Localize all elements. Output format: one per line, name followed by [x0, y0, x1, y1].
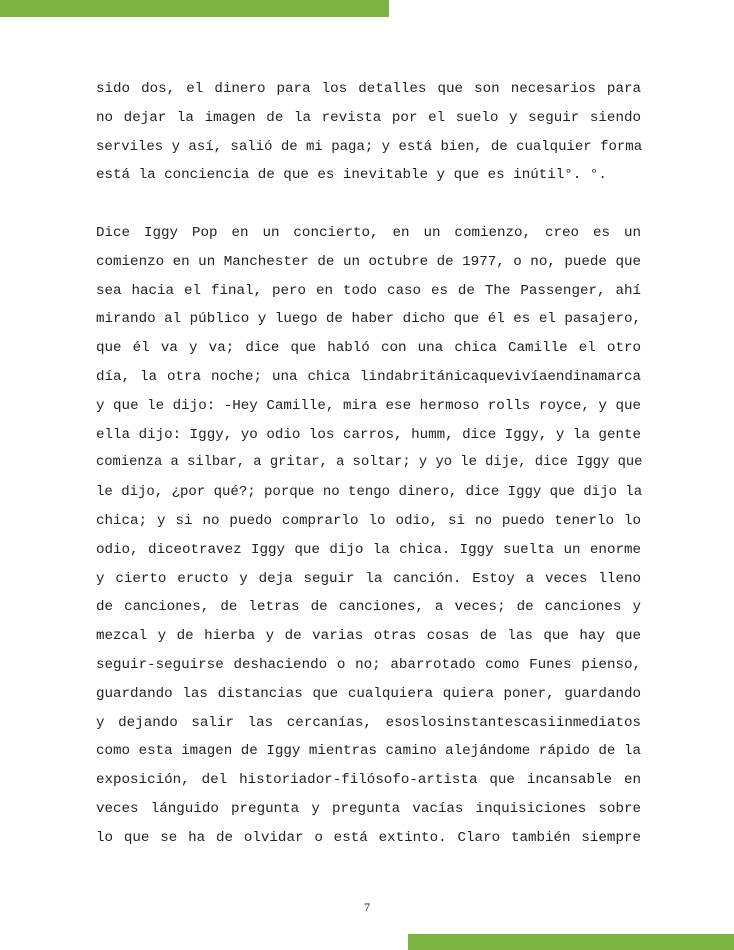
- text-line: chica; y si no puedo comprarlo lo odio, si no puedo tenerlo lo: [96, 512, 641, 529]
- page-number: 7: [364, 900, 370, 914]
- text-line: le dijo, ¿por qué?; porque no tengo dinero, dice Iggy que dijo la: [96, 484, 643, 501]
- text-line: comienzo en un Manchester de un octubre de 1977, o no, puede que: [96, 253, 641, 270]
- text-line: seguir-seguirse deshaciendo o no; abarrotado como Funes pienso,: [96, 656, 641, 673]
- text-line: y cierto eructo y deja seguir la canción. Estoy a veces lleno: [96, 570, 641, 587]
- text-line: lo que se ha de olvidar o está extinto. Claro también siempre: [96, 829, 641, 846]
- text-line: odio, diceotravez Iggy que dijo la chica. Iggy suelta un enorme: [96, 541, 641, 558]
- text-line: como esta imagen de Iggy mientras camino alejándome rápido de la: [96, 743, 641, 760]
- text-line: no dejar la imagen de la revista por el suelo y seguir siendo: [96, 109, 641, 126]
- text-line: serviles y así, salió de mi paga; y está bien, de cualquier forma: [96, 138, 643, 155]
- text-line: mirando al público y luego de haber dicho que él es el pasajero,: [96, 311, 641, 328]
- text-line: de canciones, de letras de canciones, a veces; de canciones y: [96, 599, 641, 616]
- text-line: mezcal y de hierba y de varias otras cosas de las que hay que: [96, 628, 641, 645]
- text-line: está la conciencia de que es inevitable y que es inútil°. °.: [96, 167, 607, 184]
- top-accent-bar: [0, 0, 389, 17]
- text-line: exposición, del historiador-filósofo-artista que incansable en: [96, 772, 641, 789]
- text-line: sido dos, el dinero para los detalles que son necesarios para: [96, 81, 641, 97]
- text-line: que él va y va; dice que habló con una chica Camille el otro: [96, 340, 641, 357]
- text-line: guardando las distancias que cualquiera quiera poner, guardando: [96, 685, 641, 702]
- text-line: ella dijo: Iggy, yo odio los carros, humm, dice Iggy, y la gente: [96, 426, 641, 443]
- text-line: veces lánguido pregunta y pregunta vacías inquisiciones sobre: [96, 800, 641, 817]
- bottom-accent-bar: [408, 934, 734, 950]
- paragraph-continuation: [96, 75, 641, 190]
- text-line: comienza a silbar, a gritar, a soltar; y yo le dije, dice Iggy que: [96, 455, 643, 471]
- paragraph-iggy-pop: [96, 219, 641, 853]
- text-line: y dejando salir las cercanías, esoslosinstantescasiinmediatos: [96, 714, 641, 731]
- text-line: y que le dijo: -Hey Camille, mira ese hermoso rolls royce, y que: [96, 397, 641, 414]
- text-line: sea hacia el final, pero en todo caso es de The Passenger, ahí: [96, 282, 641, 299]
- text-line: Dice Iggy Pop en un concierto, en un comienzo, creo es un: [96, 225, 641, 241]
- text-line: día, la otra noche; una chica lindabritánicaquevivíaendinamarca: [96, 368, 641, 385]
